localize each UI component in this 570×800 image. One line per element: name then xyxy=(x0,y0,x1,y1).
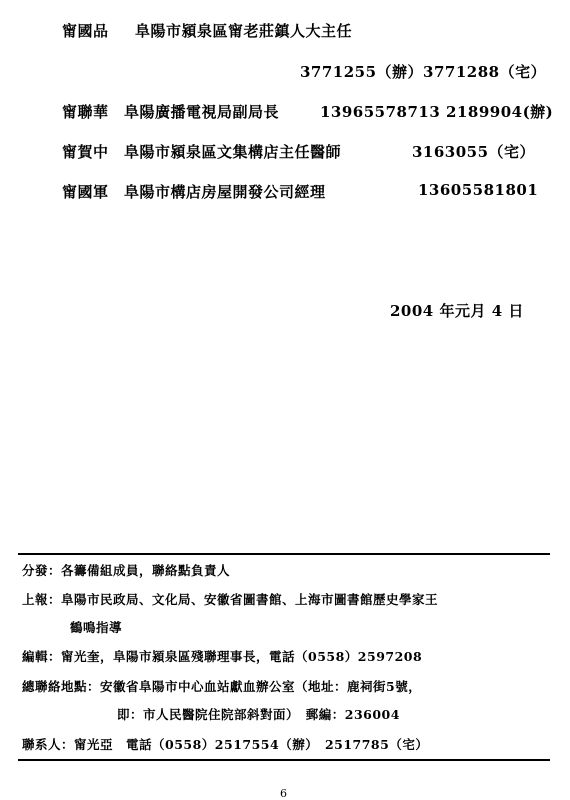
contact-title: 阜陽廣播電視局副局長 xyxy=(124,103,280,121)
contact-person-line xyxy=(22,735,428,753)
office-text: 安徽省阜陽市中心血站獻血辦公室（地址：鹿祠街5號， xyxy=(100,679,422,694)
page-number: 6 xyxy=(280,787,288,800)
editor-text: 甯光奎，阜陽市潁泉區殘聯理事長，電話（0558）2597208 xyxy=(61,649,423,664)
footer-top-rule xyxy=(18,553,550,555)
contact-title: 阜陽市潁泉區文集構店主任醫師 xyxy=(124,143,342,161)
contact-name: 甯國品 xyxy=(62,22,109,40)
contact-name: 甯賀中 xyxy=(62,143,109,161)
contact-phone: 13605581801 xyxy=(418,181,539,199)
distribution-label: 分發： xyxy=(22,563,62,578)
distribution-text: 各籌備組成員，聯絡點負責人 xyxy=(61,563,231,578)
contact-phone: 13965578713 2189904(辦) xyxy=(320,103,554,121)
editor-label: 編輯： xyxy=(22,649,62,664)
report-text: 阜陽市民政局、文化局、安徽省圖書館、上海市圖書館歷史學家王 xyxy=(61,592,439,607)
office-text-cont: 即：市人民醫院住院部斜對面） 郵編：236004 xyxy=(117,707,400,722)
office-line xyxy=(22,677,421,695)
contact-person-label: 聯系人： xyxy=(22,737,75,752)
report-text-cont: 鶴鳴指導 xyxy=(70,620,123,635)
contact-name: 甯聯華 xyxy=(62,103,109,121)
document-date: 2004 年元月 4 日 xyxy=(390,302,524,320)
editor-line xyxy=(22,647,422,665)
contact-name: 甯國軍 xyxy=(62,183,109,201)
distribution-line xyxy=(22,561,230,579)
office-label: 總聯絡地點： xyxy=(22,679,101,694)
contact-phone: 3163055（宅） xyxy=(412,143,536,161)
report-line xyxy=(22,590,438,608)
footer-bottom-rule xyxy=(18,759,550,761)
contact-person-text: 甯光亞 電話（0558）2517554（辦） 2517785（宅） xyxy=(74,737,429,752)
contact-title: 阜陽市構店房屋開發公司經理 xyxy=(124,183,326,201)
report-label: 上報： xyxy=(22,592,62,607)
contact-title: 阜陽市潁泉區甯老莊鎮人大主任 xyxy=(135,22,353,40)
contact-phone: 3771255（辦）3771288（宅） xyxy=(300,63,547,81)
